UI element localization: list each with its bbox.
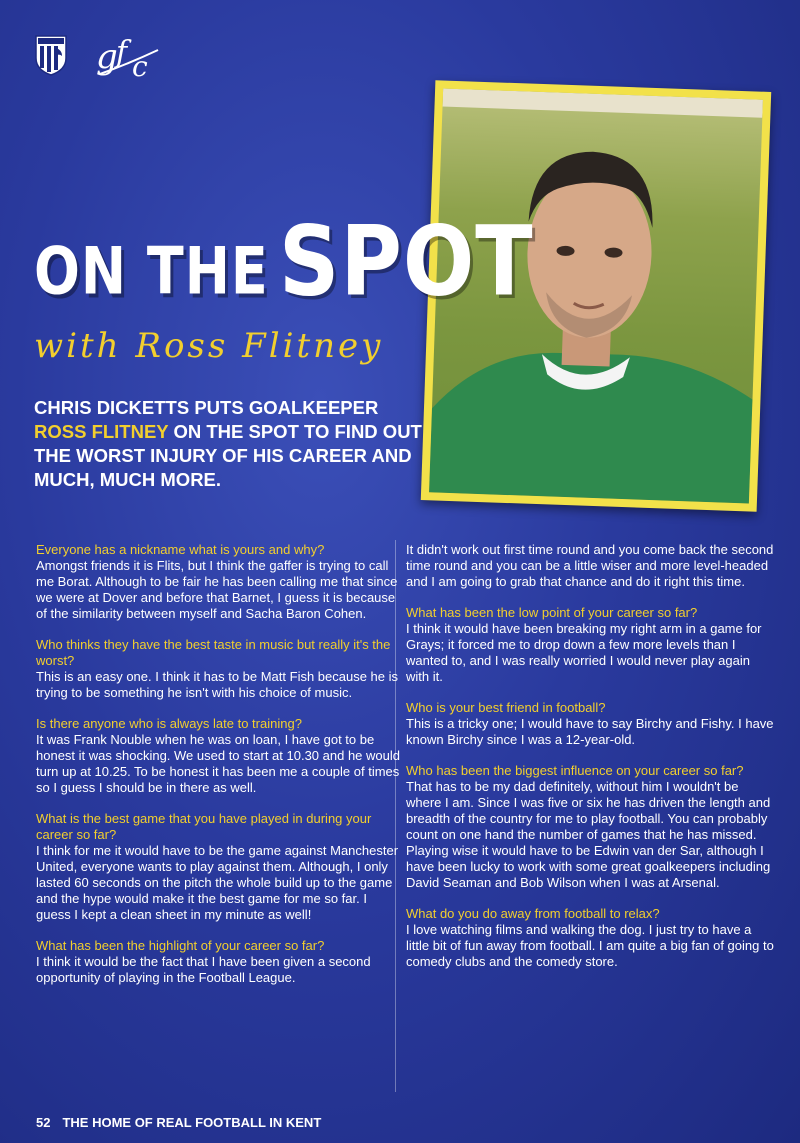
- intro-paragraph: [34, 396, 424, 492]
- title-line-2: SPOT: [278, 204, 534, 318]
- intro-highlight-name: ROSS FLITNEY: [34, 421, 169, 442]
- question: What has been the highlight of your career so far?: [36, 938, 325, 953]
- question: Who is your best friend in football?: [406, 700, 606, 715]
- intro-text-before: CHRIS DICKETTS PUTS GOALKEEPER: [34, 397, 379, 418]
- page-title: [34, 204, 534, 318]
- page-footer: [36, 1115, 321, 1130]
- gfc-monogram-logo: [92, 34, 164, 82]
- answer: I think it would have been breaking my right arm in a game for Grays; it forced me to drop down a few more levels than I wanted to, and I was really worried I would never play again with it.: [406, 621, 762, 684]
- qa-item: [36, 811, 400, 923]
- answer: I think it would be the fact that I have been given a second opportunity of playing in the Football League.: [36, 954, 371, 985]
- answer: This is a tricky one; I would have to say Birchy and Fishy. I have known Birchy since I was a 12-year-old.: [406, 716, 774, 747]
- svg-text:c: c: [132, 50, 148, 82]
- qa-item-continued: [406, 542, 776, 590]
- svg-text:f: f: [116, 35, 128, 70]
- title-line-1: ON THE: [34, 233, 269, 310]
- page-subtitle: with Ross Flitney: [34, 326, 384, 366]
- answer: That has to be my dad definitely, without him I wouldn't be where I am. Since I was five or six he has driven the length and breadth of the country for me to play football. You can probably count on one hand the number of games that he has missed. Playing wise it would have to be Edwin van der Sar, although I have been lucky to work with some great goalkeepers including David Seaman and Bob Wilson when I was at Arsenal.: [406, 779, 771, 890]
- right-column: [406, 542, 776, 985]
- question: What do you do away from football to relax?: [406, 906, 660, 921]
- column-divider: [395, 540, 396, 1092]
- qa-item: [36, 938, 400, 986]
- answer: I love watching films and walking the dog. I just try to have a little bit of fun away from football. I am quite a big fan of going to comedy clubs and the comedy store.: [406, 922, 774, 969]
- qa-item: [406, 605, 776, 685]
- question: Who thinks they have the best taste in music but really it's the worst?: [36, 637, 391, 668]
- page-number: 52: [36, 1115, 51, 1130]
- question: What has been the low point of your career so far?: [406, 605, 698, 620]
- qa-item: [406, 763, 776, 891]
- left-column: [36, 542, 400, 1001]
- qa-item: [406, 906, 776, 970]
- qa-item: [406, 700, 776, 748]
- question: Who has been the biggest influence on your career so far?: [406, 763, 744, 778]
- footer-text: THE HOME OF REAL FOOTBALL IN KENT: [62, 1115, 322, 1130]
- question: Everyone has a nickname what is yours and why?: [36, 542, 325, 557]
- answer: I think for me it would have to be the game against Manchester United, everyone wants to play against them. Although, I only lasted 60 seconds on the pitch the whole build up to the game and the hype would make it the best game for me so far. I guess I kept a clean sheet in my minute as well!: [36, 843, 399, 922]
- qa-item: [36, 716, 400, 796]
- answer-continued: It didn't work out first time round and you come back the second time round and you can be a little wiser and more level-headed and I am going to grab that chance and do it right this time.: [406, 542, 774, 589]
- answer: It was Frank Nouble when he was on loan, I have got to be honest it was shocking. We used to start at 10.30 and he would turn up at 10.25. To be honest it has been me a couple of times so I guess I should be in there as well.: [36, 732, 400, 795]
- gfc-monogram-glyphs: g: [96, 37, 118, 77]
- club-crest-icon: [34, 34, 68, 76]
- answer: This is an easy one. I think it has to be Matt Fish because he is trying to be something he isn't with his choice of music.: [36, 669, 399, 700]
- answer: Amongst friends it is Flits, but I think the gaffer is trying to call me Borat. Although to be fair he has been calling me that since we were at Dover and before that Barnet, I guess it is because of the similarity between myself and Sacha Baron Cohen.: [36, 558, 398, 621]
- qa-item: [36, 542, 400, 622]
- qa-item: [36, 637, 400, 701]
- intro-text-after: ON THE SPOT TO FIND OUT THE WORST INJURY OF HIS CAREER AND MUCH, MUCH MORE.: [34, 421, 422, 490]
- question: Is there anyone who is always late to training?: [36, 716, 302, 731]
- question: What is the best game that you have played in during your career so far?: [36, 811, 372, 842]
